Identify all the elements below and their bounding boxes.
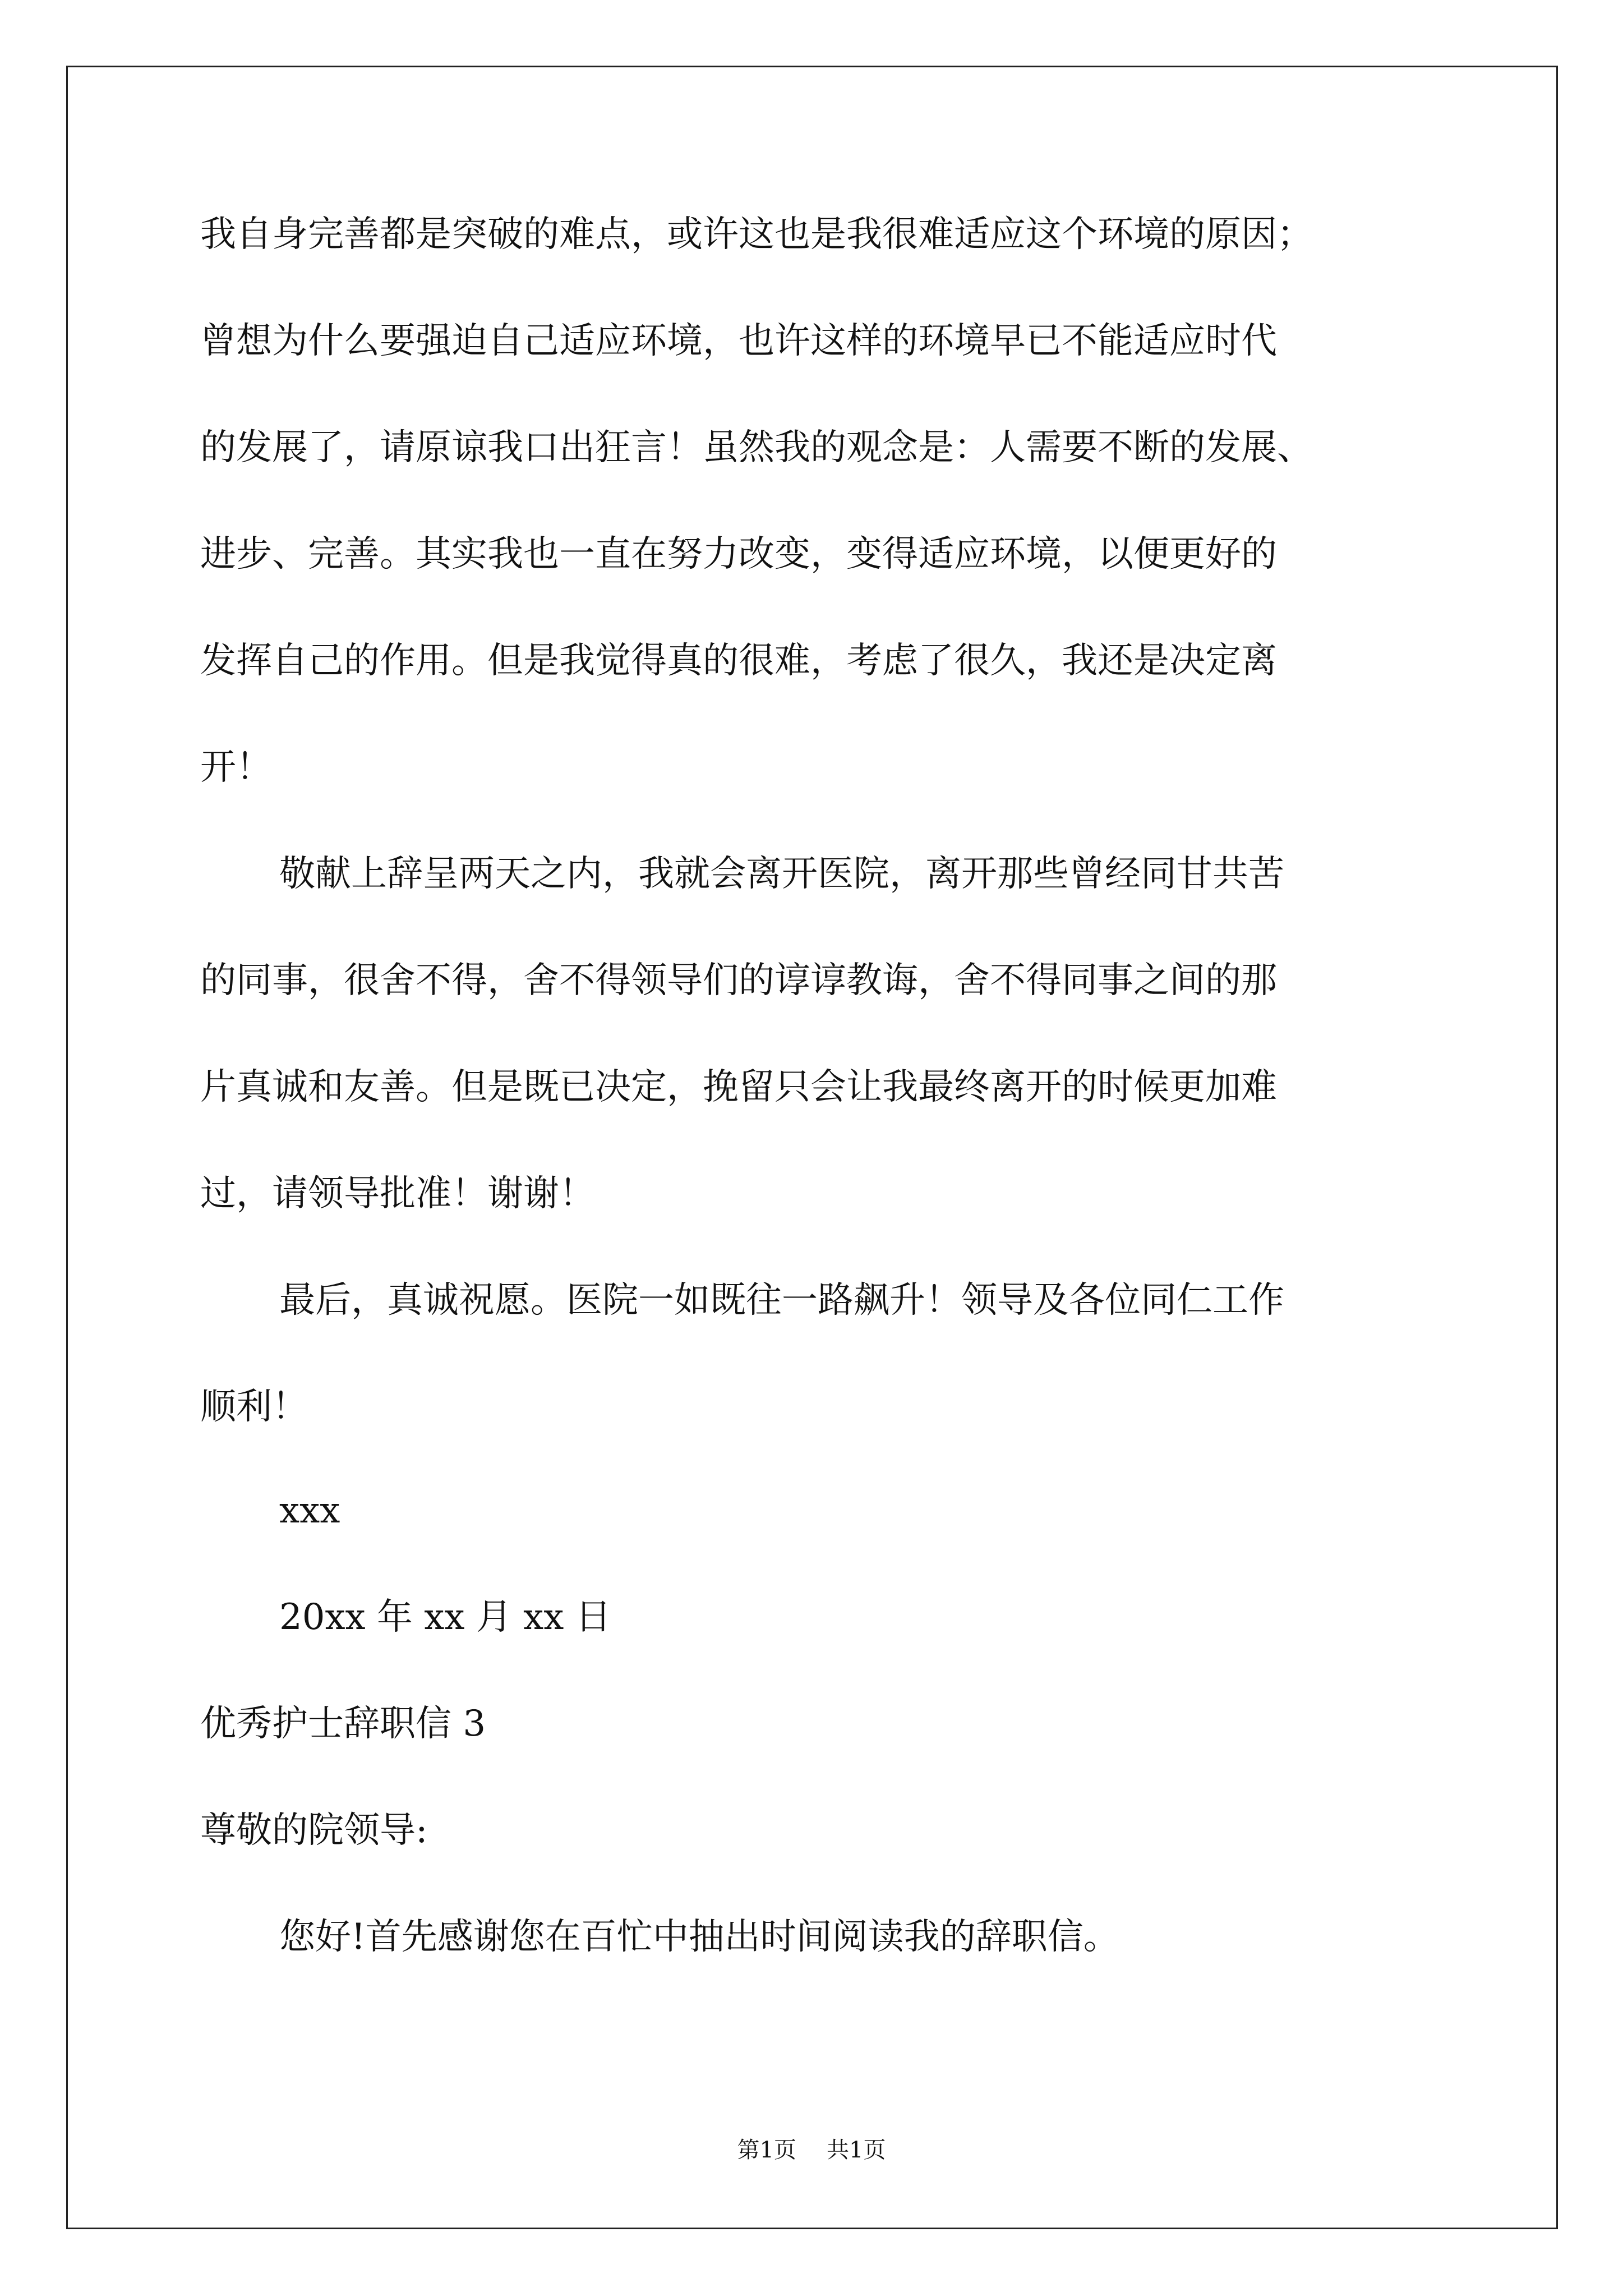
page-total: 共1页 <box>827 2137 886 2163</box>
body-line: 的同事，很舍不得，舍不得领导们的谆谆教诲，舍不得同事之间的那 <box>200 960 1277 1001</box>
signature-date: 20xx 年 xx 月 xx 日 <box>279 1596 611 1638</box>
page-border <box>66 66 1558 2229</box>
body-line: 发挥自己的作用。但是我觉得真的很难，考虑了很久，我还是决定离 <box>200 640 1277 682</box>
salutation: 尊敬的院领导: <box>200 1810 428 1851</box>
body-line: 曾想为什么要强迫自己适应环境，也许这样的环境早已不能适应时代 <box>200 320 1277 362</box>
body-line: 的发展了，请原谅我口出狂言！虽然我的观念是：人需要不断的发展、 <box>200 427 1313 468</box>
signature-name: xxx <box>279 1490 340 1531</box>
paragraph-start-line: 您好!首先感谢您在百忙中抽出时间阅读我的辞职信。 <box>279 1916 1119 1958</box>
page-footer <box>0 2132 1623 2164</box>
section-heading: 优秀护士辞职信 3 <box>200 1703 486 1745</box>
paragraph-start-line: 敬献上辞呈两天之内，我就会离开医院，离开那些曾经同甘共苦 <box>279 853 1284 895</box>
page-number: 第1页 <box>737 2137 796 2163</box>
body-line: 片真诚和友善。但是既已决定，挽留只会让我最终离开的时候更加难 <box>200 1066 1277 1108</box>
body-line: 开！ <box>200 747 272 788</box>
body-line: 进步、完善。其实我也一直在努力改变，变得适应环境，以便更好的 <box>200 533 1277 575</box>
body-line: 顺利！ <box>200 1386 308 1428</box>
body-line: 我自身完善都是突破的难点，或许这也是我很难适应这个环境的原因； <box>200 214 1313 255</box>
paragraph-start-line: 最后，真诚祝愿。医院一如既往一路飙升！领导及各位同仁工作 <box>279 1280 1284 1321</box>
body-line: 过，请领导批准！谢谢！ <box>200 1173 595 1214</box>
